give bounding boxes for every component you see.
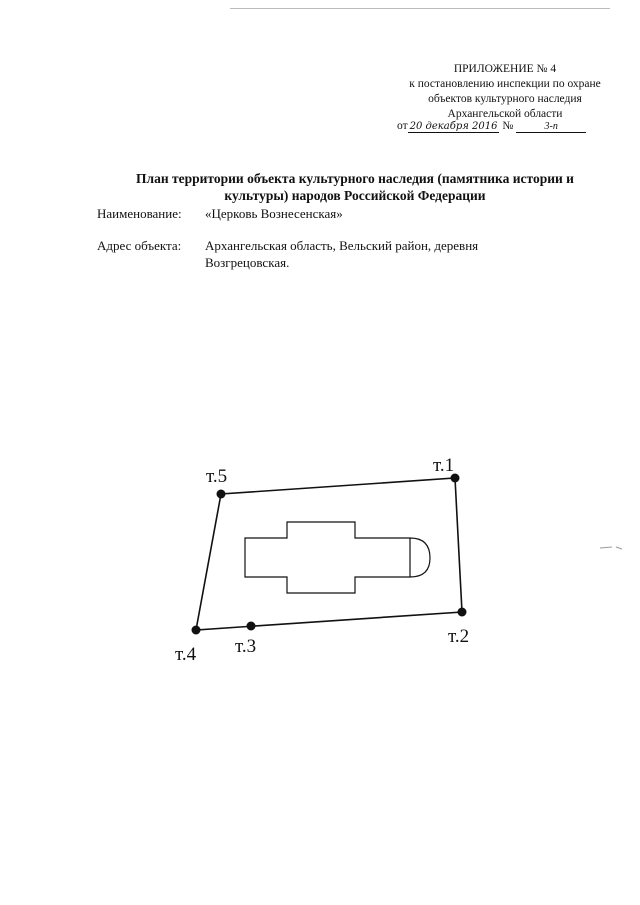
point-1-label: т.1 [433,455,455,476]
handwritten-date: 20 декабря 2016 [409,121,498,132]
address-line-2: Возгрецовская. [205,255,290,270]
point-5-label: т.5 [206,466,228,487]
point-2-marker [458,608,467,617]
appendix-line-2: объектов культурного наследия [428,93,582,105]
number-prefix: № [502,120,514,132]
territory-boundary [196,478,462,630]
appendix-line-3: Архангельской области [447,108,563,120]
point-4-marker [192,626,201,635]
point-3-marker [247,622,256,631]
title-line-2: культуры) народов Российской Федерации [224,188,486,203]
name-value: «Церковь Вознесенская» [205,206,343,221]
point-4-label: т.4 [175,644,197,665]
title-line-1: План территории объекта культурного наследия (памятника истории и [136,171,574,186]
address-line-1: Архангельская область, Вельский район, деревня [205,238,479,253]
appendix-title: ПРИЛОЖЕНИЕ № 4 [453,63,557,75]
scan-mark [600,547,622,549]
date-prefix: от [397,120,408,132]
church-outline [245,522,430,593]
name-label: Наименование: [97,206,182,221]
point-2-label: т.2 [448,626,470,647]
appendix-line-1: к постановлению инспекции по охране [409,78,601,90]
address-label: Адрес объекта: [97,238,182,253]
point-3-label: т.3 [235,636,257,657]
point-5-marker [217,490,226,499]
handwritten-number: 3-п [516,121,586,133]
